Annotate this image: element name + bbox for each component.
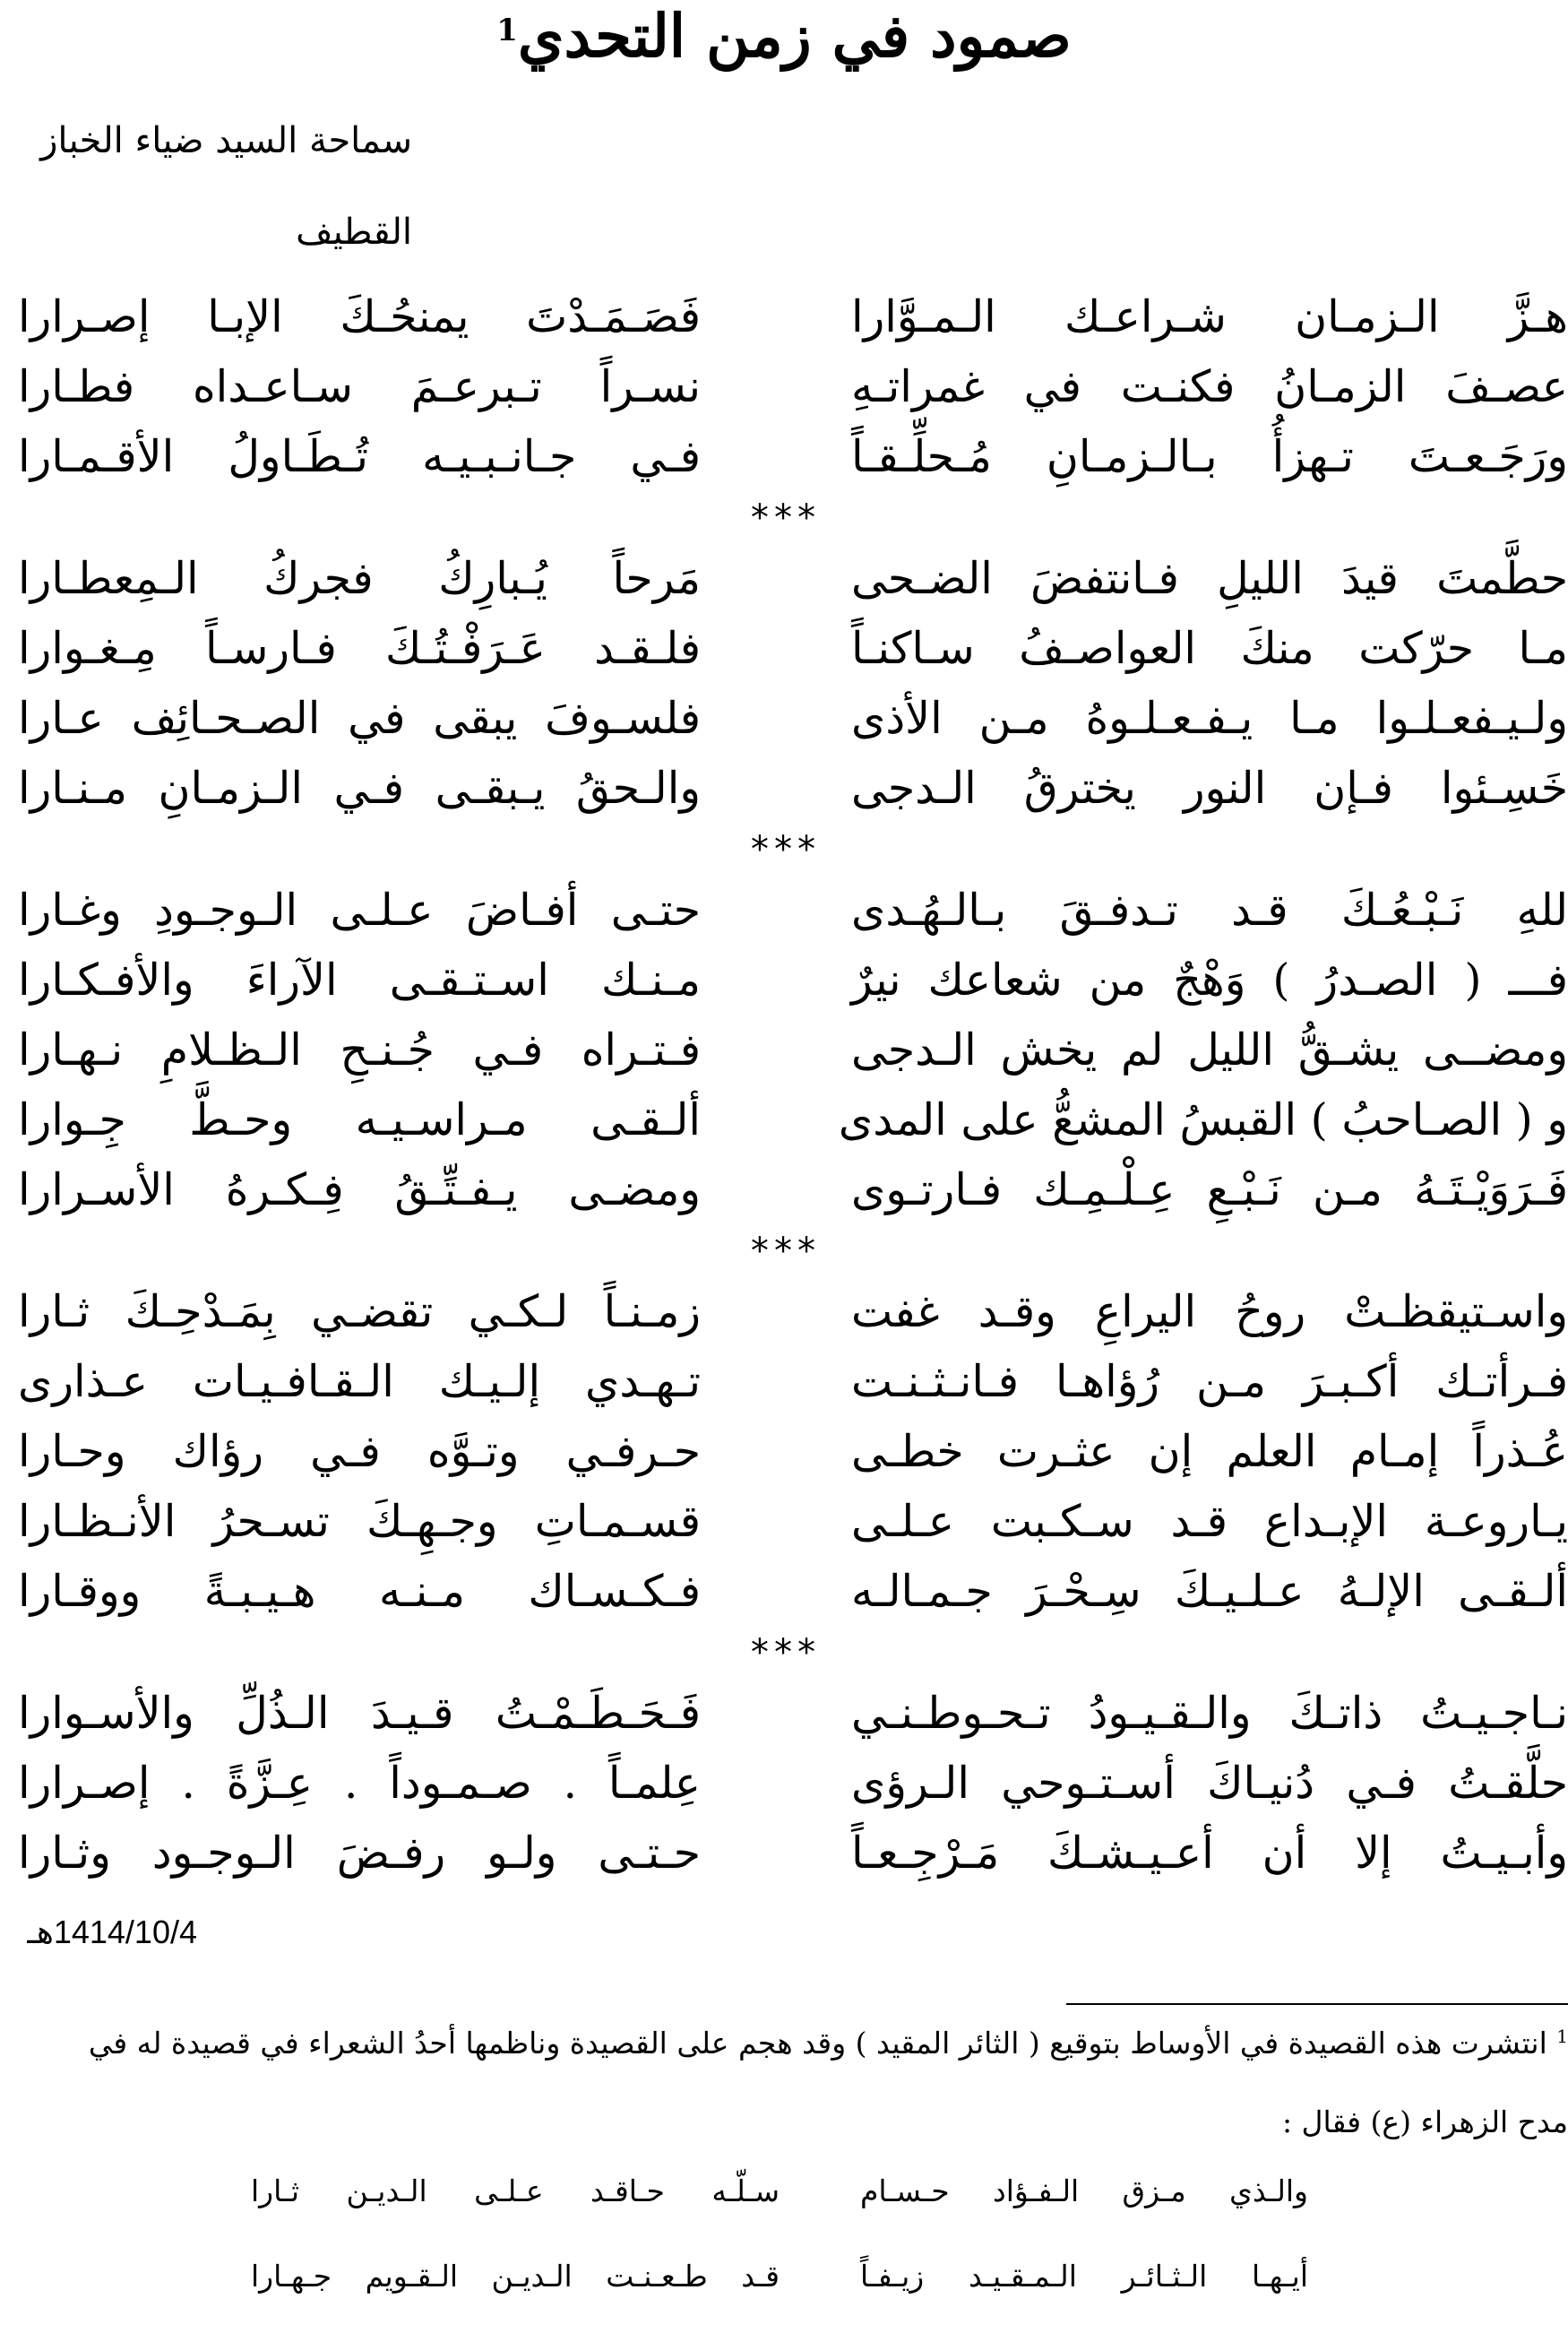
second-hemistich: مـنـك اسـتـقـى الآراءَ والأفـكـارا bbox=[18, 955, 701, 1006]
stanza-separator: *** bbox=[748, 497, 820, 539]
verse-row bbox=[0, 1347, 1568, 1417]
second-hemistich: فلـقـد عَـرَفْـتُـكَ فـارسـاً مِـغـوارا bbox=[18, 623, 701, 674]
first-hemistich: حطَّمتَ قيدَ الليلِ فـانتفضَ الضـحى bbox=[851, 553, 1568, 604]
footnote-line-1: انتشرت هذه القصيدة في الأوساط بتوقيع ( الثائر المقيد ) وقد هجم على القصيدة وناظمها أحدُ الشعراء في قصيدة له في bbox=[88, 2026, 1547, 2061]
first-hemistich: ولـيـفعـلـوا مـا يـفـعـلـوهُ مـن الأذى bbox=[851, 693, 1568, 744]
second-hemistich: قسـمـاتِ وجـهِـكَ تسـحرُ الأنـظـارا bbox=[18, 1496, 701, 1547]
verse-row bbox=[0, 544, 1568, 614]
stanza-separator: *** bbox=[748, 829, 820, 870]
first-hemistich: يـاروعـة الإبـداع قـد سـكـبت عـلـى bbox=[851, 1496, 1568, 1547]
verse-row bbox=[0, 1015, 1568, 1085]
poem-title bbox=[0, 0, 1568, 72]
stanza-separator: *** bbox=[748, 1632, 820, 1673]
second-hemistich: فـكـسـاك مـنـه هـيـبـةً ووقـارا bbox=[18, 1566, 701, 1617]
footnote-line-2: مدح الزهراء (ع) فقال : bbox=[1281, 2104, 1568, 2139]
footnote-verse-second-hemistich: قـد طـعـنـت الـديـن الـقـويم جـهـارا bbox=[251, 2259, 780, 2294]
first-hemistich: عصـفَ الزمـانُ فكنـت في غمراتـهِ bbox=[851, 361, 1568, 412]
second-hemistich: ومضـى يـفـتِّـقُ فِـكـرهُ الأسـرارا bbox=[18, 1164, 701, 1215]
footnote-mark: 1 bbox=[1556, 2026, 1568, 2047]
first-hemistich: مـا حرّكت منكَ العواصـفُ سـاكنـاً bbox=[851, 623, 1568, 674]
second-hemistich: مَرحاً يُـبارِكُ فجركُ الـمِعطـارا bbox=[18, 553, 701, 604]
verse-row bbox=[0, 1679, 1568, 1749]
first-hemistich: ألـقـى الإلـهُ عـلـيـكَ سِـحْـرَ جـمـالـه bbox=[851, 1566, 1568, 1617]
first-hemistich: فـــ ( الصـدرُ ) وَهْجٌ من شعاعك نيرٌ bbox=[851, 955, 1568, 1006]
first-hemistich: واسـتيقظـتْ روحُ اليراعِ وقـد غفت bbox=[851, 1286, 1568, 1337]
first-hemistich: ورَجَـعـتَ تـهزأُ بـالـزمـانِ مُـحلِّـقـاً bbox=[851, 431, 1568, 482]
first-hemistich: ومضــى يشـقُّ الليل لم يخش الـدجى bbox=[851, 1024, 1568, 1076]
first-hemistich: حلَّقـتُ فـي دُنيـاكَ أسـتـوحي الـرؤى bbox=[851, 1758, 1568, 1809]
second-hemistich: حتـى أفـاضَ عـلـى الـوجـودِ وغـارا bbox=[18, 885, 701, 936]
second-hemistich: فَصَـمَـدْتَ يمنحُـكَ الإبـا إصـرارا bbox=[18, 291, 701, 342]
second-hemistich: تـهـدي إلـيـك الـقـافـيـات عـذارى bbox=[18, 1356, 701, 1407]
second-hemistich: ألـقـى مـراسـيـه وحـطَّ جِـوارا bbox=[18, 1094, 701, 1145]
footnote-verse-first-hemistich: والـذي مـزق الـفـؤاد حـسـام bbox=[860, 2173, 1308, 2208]
first-hemistich: و ( الصـاحبُ ) القبسُ المشعُّ على المدى bbox=[838, 1094, 1568, 1145]
second-hemistich: حـتـى ولـو رفـضَ الـوجـود وثـارا bbox=[18, 1828, 701, 1879]
second-hemistich: فَـحَـطَـمْـتُ قـيـدَ الـذُلِّ والأسـوارا bbox=[18, 1688, 701, 1739]
footnote-verse-row bbox=[0, 2245, 1568, 2308]
second-hemistich: حـرفـي وتـوَّه فـي رؤاك وحـارا bbox=[18, 1426, 701, 1477]
stanza-separator: *** bbox=[748, 1231, 820, 1272]
first-hemistich: للهِ نَـبْـعُـكَ قـد تـدفـقَ بـالـهُـدى bbox=[851, 885, 1568, 936]
first-hemistich: خَسِـئوا فـإن النور يخترقُ الـدجى bbox=[851, 763, 1568, 814]
second-hemistich: زمـنـاً لـكـي تقضـي بِمَـدْحِـكَ ثـارا bbox=[18, 1286, 701, 1337]
footnote-reference: 1 bbox=[496, 13, 518, 48]
second-hemistich: والـحقُ يـبقـى فـي الـزمـانِ مـنـارا bbox=[18, 763, 701, 814]
second-hemistich: فـتـراه فـي جُـنـحِ الـظـلامِ نـهـارا bbox=[18, 1024, 701, 1076]
verse-row bbox=[0, 1417, 1568, 1487]
second-hemistich: فـي جـانـبـيـه تُـطَـاولُ الأقـمـارا bbox=[18, 431, 701, 482]
poem-body bbox=[0, 282, 1568, 1888]
date-line: 1414/10/4هـ bbox=[27, 1914, 197, 1950]
verse-row bbox=[0, 754, 1568, 824]
verse-row bbox=[0, 1819, 1568, 1888]
first-hemistich: فَـرَوَيْـتَـهُ مـن نَـبْـعِ عِـلْـمِـك فـارتـوى bbox=[851, 1164, 1568, 1215]
first-hemistich: فـرأتـك أكـبـرَ مـن رُؤاهـا فـانـثـنـت bbox=[851, 1356, 1568, 1407]
verse-row bbox=[0, 1487, 1568, 1557]
second-hemistich: نسـراً تـبرعـمَ سـاعـداه فطـارا bbox=[18, 361, 701, 412]
verse-row bbox=[0, 614, 1568, 684]
verse-row bbox=[0, 352, 1568, 422]
verse-row bbox=[0, 422, 1568, 492]
verse-row bbox=[0, 1085, 1568, 1155]
footnote-verse-second-hemistich: سـلّـه حـاقـد عـلـى الـديـن ثـارا bbox=[251, 2173, 780, 2208]
footnote-verse-first-hemistich: أيـهـا الـثـائـر الـمـقـيـد زيـفـاً bbox=[860, 2259, 1308, 2294]
footnote-text bbox=[0, 2012, 1568, 2068]
verse-row bbox=[0, 1277, 1568, 1347]
verse-row bbox=[0, 282, 1568, 352]
author-line: سماحة السيد ضياء الخباز bbox=[40, 120, 412, 161]
footnote-verse-row bbox=[0, 2160, 1568, 2223]
second-hemistich: عِلمـاً . صـمـوداً . عِـزَّةً . إصـرارا bbox=[18, 1758, 701, 1809]
verse-row bbox=[0, 1749, 1568, 1819]
verse-row bbox=[0, 684, 1568, 754]
second-hemistich: فلسـوفَ يبقى في الصـحـائِف عـارا bbox=[18, 693, 701, 744]
first-hemistich: عُـذراً إمـام العلم إن عثـرت خطـى bbox=[851, 1426, 1568, 1477]
first-hemistich: نـاجـيـتُ ذاتـكَ والـقـيـودُ تـحـوطـنـي bbox=[851, 1688, 1568, 1739]
footnote-divider bbox=[1066, 2003, 1568, 2005]
first-hemistich: وأبـيـتُ إلا أن أعـيـشـكَ مَـرْجِـعـاً bbox=[851, 1828, 1568, 1879]
poem-title-text: صمود في زمن التحدي bbox=[517, 1, 1072, 71]
first-hemistich: هـزَّ الـزمـان شـراعـك الـمـوَّارا bbox=[851, 291, 1568, 342]
verse-row bbox=[0, 946, 1568, 1015]
verse-row bbox=[0, 876, 1568, 946]
verse-row bbox=[0, 1557, 1568, 1627]
place-line: القطيف bbox=[296, 212, 412, 253]
verse-row bbox=[0, 1155, 1568, 1225]
